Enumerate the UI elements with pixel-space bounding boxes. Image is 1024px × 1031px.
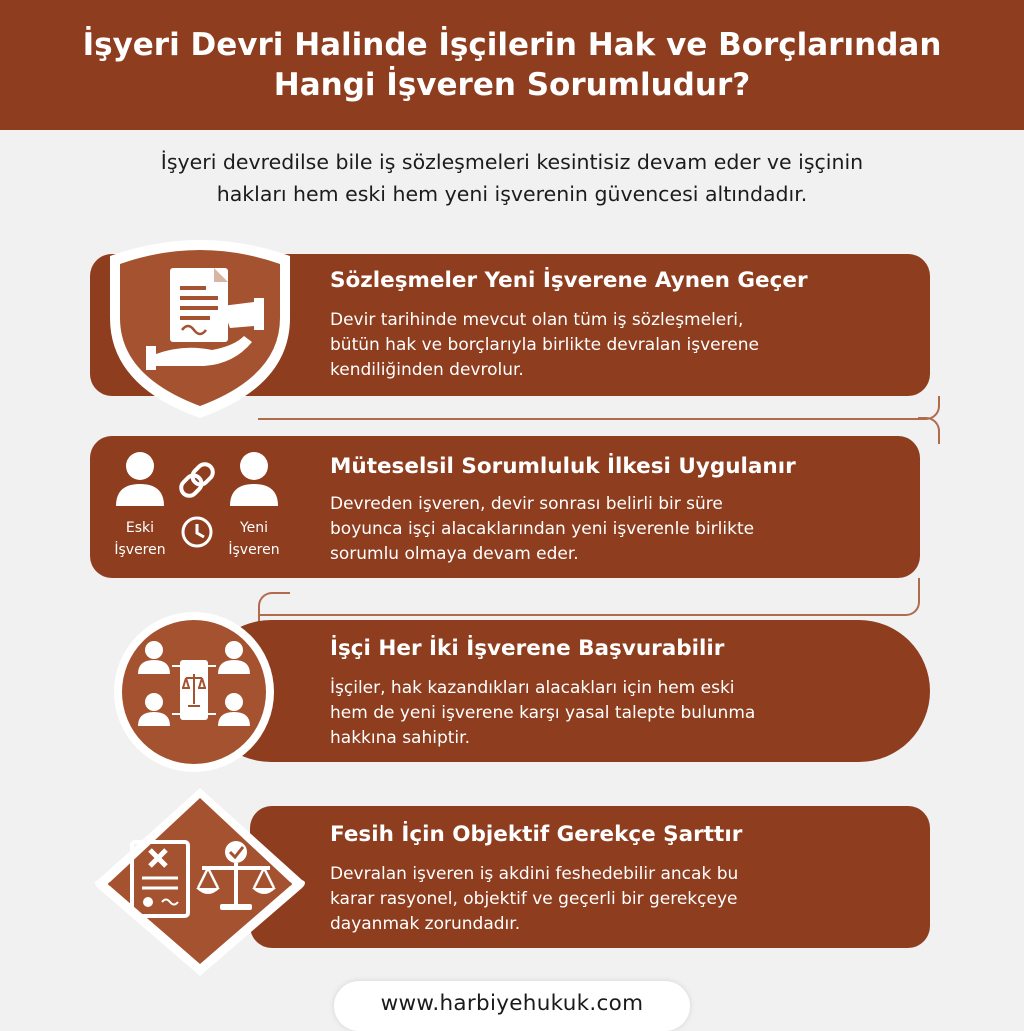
card-title: Sözleşmeler Yeni İşverene Aynen Geçer: [330, 268, 808, 293]
card-desc-line: sorumlu olmaya devam eder.: [330, 544, 579, 564]
page-title-line-1: İşyeri Devri Halinde İşçilerin Hak ve Borçlarından: [82, 27, 942, 63]
card-desc-line: kendiliğinden devrolur.: [330, 360, 524, 380]
card-desc-line: hakkına sahiptir.: [330, 728, 470, 748]
website-url[interactable]: www.harbiyehukuk.com: [380, 991, 644, 1016]
card-desc-line: dayanmak zorundadır.: [330, 914, 521, 934]
clock-icon: [183, 518, 211, 546]
card-description: [330, 676, 755, 751]
old-employer-label-2: İşveren: [114, 542, 166, 558]
intro-line-1: İşyeri devredilse bile iş sözleşmeleri kesintisiz devam eder ve işçinin: [160, 150, 864, 174]
header-banner: [0, 0, 1024, 130]
user-icon: [240, 452, 268, 480]
connector-line-2: [258, 578, 920, 616]
card-title: Müteselsil Sorumluluk İlkesi Uygulanır: [330, 454, 796, 479]
card-description: [330, 492, 754, 567]
connector-line-1: [258, 396, 940, 420]
card-title: Fesih İçin Objektif Gerekçe Şarttır: [330, 822, 743, 847]
card-desc-line: bütün hak ve borçlarıyla birlikte devralan işverene: [330, 335, 759, 355]
card-desc-line: boyunca işçi alacaklarından yeni işverenle birlikte: [330, 519, 755, 539]
people-law-document-icon: [112, 610, 276, 774]
termination-scales-icon: [90, 784, 310, 980]
card-desc-line: Devir tarihinde mevcut olan tüm iş sözleşmeleri,: [330, 310, 744, 330]
new-employer-label-1: Yeni: [239, 520, 269, 536]
card-title: İşçi Her İki İşverene Başvurabilir: [330, 636, 725, 661]
card-apply-both-employers: [200, 620, 930, 762]
card-desc-line: hem de yeni işverene karşı yasal talepte bulunma: [330, 703, 756, 723]
two-employers-link-icon: [104, 446, 294, 570]
intro-line-2: hakları hem eski hem yeni işverenin güvencesi altındadır.: [216, 182, 808, 206]
card-description: [330, 862, 738, 937]
card-desc-line: Devralan işveren iş akdini feshedebilir ancak bu: [330, 864, 739, 884]
card-desc-line: İşçiler, hak kazandıkları alacakları için hem eski: [330, 678, 735, 698]
card-objective-reason: [250, 806, 930, 948]
user-icon: [126, 452, 154, 480]
document-handover-icon: [104, 226, 296, 422]
card-description: [330, 308, 759, 383]
old-employer-label-1: Eski: [125, 520, 155, 536]
card-desc-line: karar rasyonel, objektif ve geçerli bir gerekçeye: [330, 889, 738, 909]
page-title-line-2: Hangi İşveren Sorumludur?: [273, 67, 751, 103]
chain-link-icon: [178, 461, 216, 499]
new-employer-label-2: İşveren: [228, 542, 280, 558]
intro-text: [0, 146, 1024, 210]
connector-line-1b: [918, 417, 940, 444]
card-desc-line: Devreden işveren, devir sonrası belirli bir süre: [330, 494, 723, 514]
